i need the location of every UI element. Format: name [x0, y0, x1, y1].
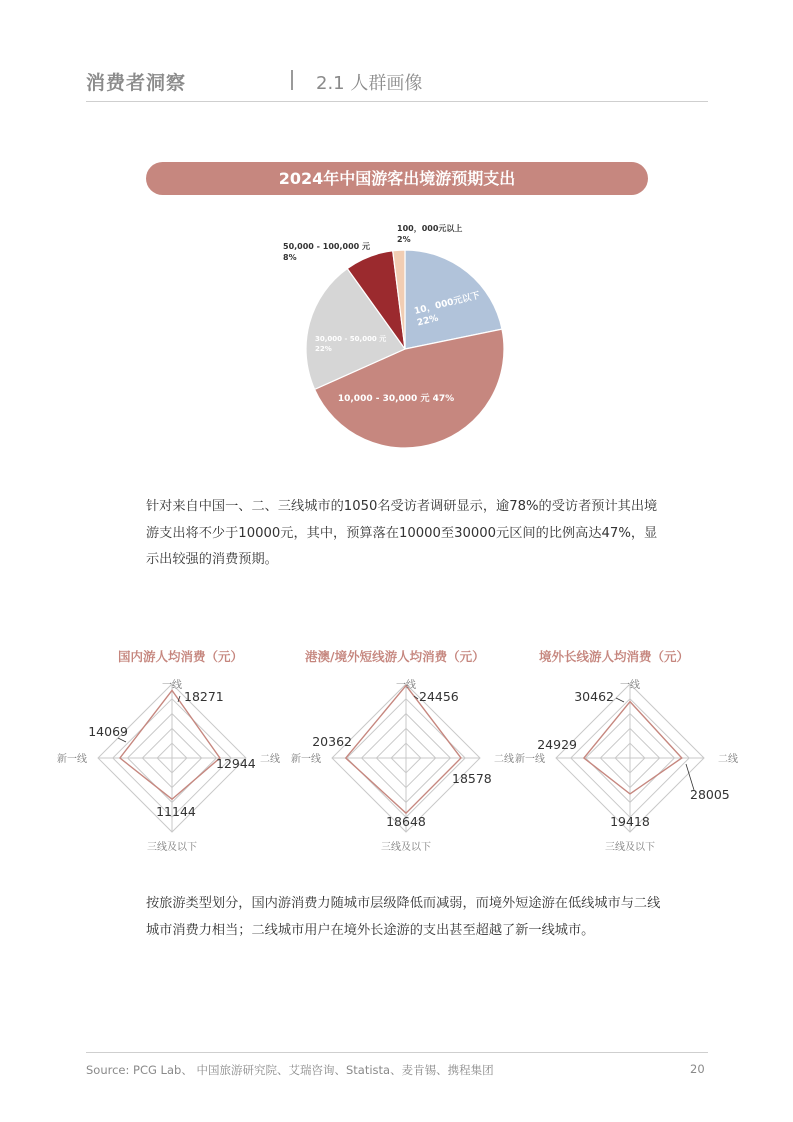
section-title: 消费者洞察 [86, 72, 187, 94]
radar-value-label: 14069 [88, 724, 128, 739]
radar-value-label: 28005 [690, 787, 730, 802]
paragraph-travel-type: 按旅游类型划分，国内游消费力随城市层级降低而减弱，而境外短途游在低线城市与二线城市消费力相当；二线城市用户在境外长途游的支出甚至超越了新一线城市。 [146, 896, 661, 938]
svg-text:30,000 - 50,000 元: 30,000 - 50,000 元 [315, 335, 387, 343]
radar-axis-label: 三线及以下 [147, 842, 197, 853]
radar-axis-label: 三线及以下 [605, 842, 655, 853]
radar-value-label: 30462 [574, 689, 614, 704]
radar-chart-domestic [52, 672, 292, 852]
svg-text:10,000 - 30,000 元 47%: 10,000 - 30,000 元 47% [337, 394, 455, 404]
radar-label-leader [616, 698, 624, 702]
svg-text:10，000元以下: 10，000元以下 [413, 290, 482, 317]
radar-value-label: 24929 [537, 737, 577, 752]
pie-label [397, 223, 462, 244]
radar-title-domestic: 国内游人均消费（元） [118, 649, 244, 664]
radar-axis-label: 二线 [260, 754, 280, 765]
footer-source: Source: PCG Lab、 中国旅游研究院、艾瑞咨询、Statista、麦肯锡、携程集团 [86, 1063, 494, 1077]
svg-text:50,000 - 100,000 元: 50,000 - 100,000 元 [283, 242, 370, 251]
radar-axis-label: 一线 [620, 680, 640, 691]
radar-axis-label: 新一线 [291, 754, 321, 765]
spending-pie-chart [270, 215, 530, 460]
page-header [86, 66, 708, 102]
header-rule [86, 101, 708, 102]
pie-label [338, 392, 454, 404]
svg-text:22%: 22% [315, 345, 332, 353]
svg-text:8%: 8% [283, 253, 297, 262]
pie-label [283, 241, 370, 262]
svg-text:22%: 22% [416, 313, 440, 329]
radar-value-label: 20362 [312, 734, 352, 749]
radar-title-long-haul: 境外长线游人均消费（元） [539, 649, 690, 664]
page-number: 20 [690, 1062, 705, 1076]
radar-chart-short-haul [286, 672, 526, 852]
paragraph-spending-summary: 针对来自中国一、二、三线城市的1050名受访者调研显示，逾78%的受访者预计其出境游支出将不少于10000元，其中，预算落在10000至30000元区间的比例高达47%，显示出较强的消费预期。 [146, 499, 658, 567]
radar-axis-label: 新一线 [515, 754, 545, 765]
footer-rule [86, 1052, 708, 1053]
radar-value-label: 11144 [156, 804, 196, 819]
radar-value-label: 18648 [386, 814, 426, 829]
radar-axis-label: 新一线 [57, 754, 87, 765]
radar-axis-label: 二线 [494, 754, 514, 765]
pie-chart-title: 2024年中国游客出境游预期支出 [146, 162, 648, 195]
svg-text:2%: 2% [397, 235, 411, 244]
svg-text:100，000元以上: 100，000元以上 [397, 224, 463, 233]
radar-value-label: 12944 [216, 756, 256, 771]
header-divider [291, 70, 293, 90]
radar-axis-label: 二线 [718, 754, 738, 765]
radar-axis-label: 一线 [162, 680, 182, 691]
radar-title-short-haul: 港澳/境外短线游人均消费（元） [305, 649, 485, 664]
radar-value-label: 24456 [419, 689, 459, 704]
radar-value-label: 18271 [184, 689, 224, 704]
radar-axis-label: 三线及以下 [381, 842, 431, 853]
radar-axis-label: 一线 [396, 680, 416, 691]
subsection-title: 2.1 人群画像 [316, 73, 423, 94]
radar-value-label: 18578 [452, 771, 492, 786]
radar-chart-long-haul [510, 672, 750, 852]
radar-value-label: 19418 [610, 814, 650, 829]
